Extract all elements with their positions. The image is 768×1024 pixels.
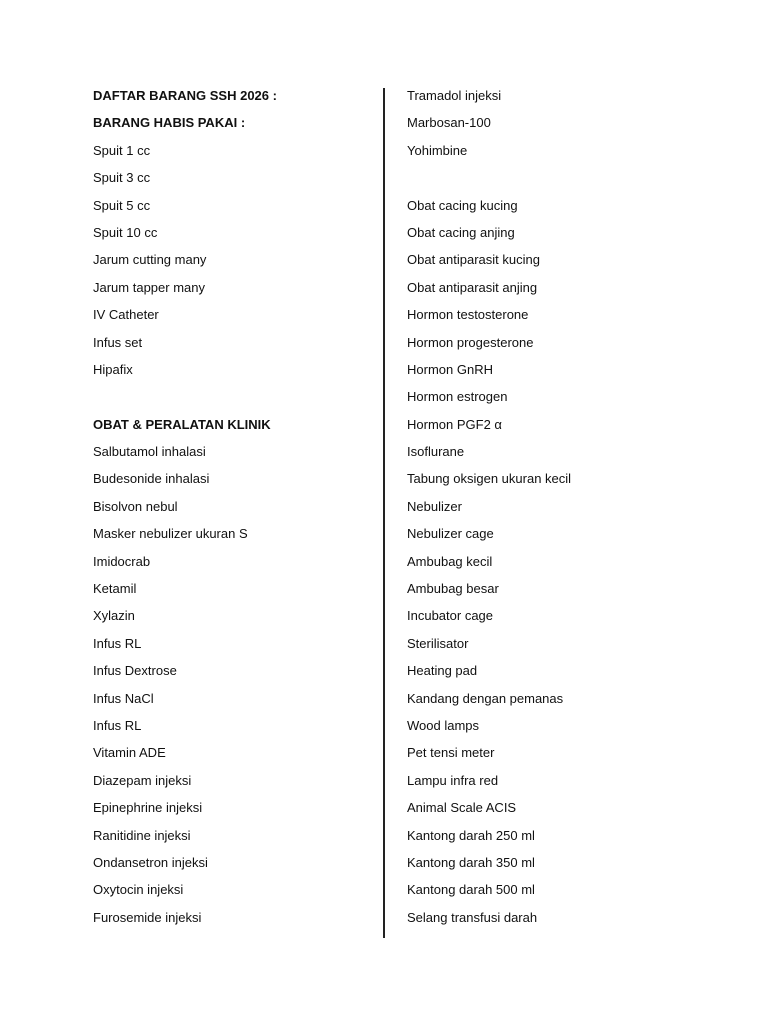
list-item: Furosemide injeksi xyxy=(93,909,202,925)
list-item: Budesonide inhalasi xyxy=(93,471,210,487)
list-item xyxy=(93,387,373,414)
section-heading: DAFTAR BARANG SSH 2026 : xyxy=(93,88,277,103)
column-divider xyxy=(383,88,385,938)
list-item: Animal Scale ACIS xyxy=(407,800,517,816)
list-item: Sterilisator xyxy=(407,635,469,651)
list-item: Spuit 1 cc xyxy=(93,142,151,158)
list-item: Spuit 3 cc xyxy=(93,170,151,186)
list-item: Hormon estrogen xyxy=(407,389,508,405)
list-item: Bisolvon nebul xyxy=(93,498,178,514)
list-item: Jarum tapper many xyxy=(93,279,205,295)
list-item: Hipafix xyxy=(93,361,133,377)
list-item: Vitamin ADE xyxy=(93,745,166,761)
list-item: Tabung oksigen ukuran kecil xyxy=(407,471,572,487)
list-item: Marbosan-100 xyxy=(407,115,491,131)
list-item: Pet tensi meter xyxy=(407,745,495,761)
list-item: Obat cacing kucing xyxy=(407,197,518,213)
list-item: Infus Dextrose xyxy=(93,663,177,679)
list-item: Hormon PGF2 α xyxy=(407,416,502,432)
list-item: Kantong darah 250 ml xyxy=(407,827,535,843)
list-item xyxy=(407,168,727,195)
list-item: Jarum cutting many xyxy=(93,252,207,268)
list-item: Ketamil xyxy=(93,581,137,597)
list-item: Diazepam injeksi xyxy=(93,772,192,788)
left-column-list xyxy=(93,86,373,935)
list-item: Ondansetron injeksi xyxy=(93,854,208,870)
list-item: Selang transfusi darah xyxy=(407,909,538,925)
list-item: Kandang dengan pemanas xyxy=(407,690,564,706)
list-item: Yohimbine xyxy=(407,142,468,158)
list-item: Infus RL xyxy=(93,717,142,733)
list-item: Wood lamps xyxy=(407,717,480,733)
list-item: Spuit 10 cc xyxy=(93,224,158,240)
section-heading: BARANG HABIS PAKAI : xyxy=(93,115,246,131)
list-item: Obat antiparasit anjing xyxy=(407,279,538,295)
list-item: Isoflurane xyxy=(407,444,465,460)
list-item: Oxytocin injeksi xyxy=(93,882,184,898)
list-item: Heating pad xyxy=(407,663,478,679)
list-item: Lampu infra red xyxy=(407,772,499,788)
list-item: Tramadol injeksi xyxy=(407,88,502,103)
list-item: Nebulizer cage xyxy=(407,526,494,542)
list-item: Salbutamol inhalasi xyxy=(93,444,206,460)
list-item: Ambubag besar xyxy=(407,581,499,597)
list-item: Incubator cage xyxy=(407,608,494,624)
list-item: Hormon progesterone xyxy=(407,334,534,350)
list-item: Xylazin xyxy=(93,608,135,624)
list-item: Obat cacing anjing xyxy=(407,224,515,240)
list-item: IV Catheter xyxy=(93,307,159,323)
list-item: Hormon testosterone xyxy=(407,307,529,323)
list-item: Epinephrine injeksi xyxy=(93,800,203,816)
list-item: Ranitidine injeksi xyxy=(93,827,191,843)
list-item: Spuit 5 cc xyxy=(93,197,151,213)
list-item: Infus RL xyxy=(93,635,142,651)
list-item: Hormon GnRH xyxy=(407,361,493,377)
list-item: Kantong darah 500 ml xyxy=(407,882,535,898)
list-item: Nebulizer xyxy=(407,498,462,514)
right-column-list xyxy=(407,86,727,935)
list-item: Kantong darah 350 ml xyxy=(407,854,535,870)
list-item: Infus NaCl xyxy=(93,690,154,706)
list-item: Masker nebulizer ukuran S xyxy=(93,526,248,542)
section-heading: OBAT & PERALATAN KLINIK xyxy=(93,416,271,432)
list-item: Imidocrab xyxy=(93,553,151,569)
list-item: Infus set xyxy=(93,334,143,350)
list-item: Ambubag kecil xyxy=(407,553,493,569)
list-item: Obat antiparasit kucing xyxy=(407,252,540,268)
